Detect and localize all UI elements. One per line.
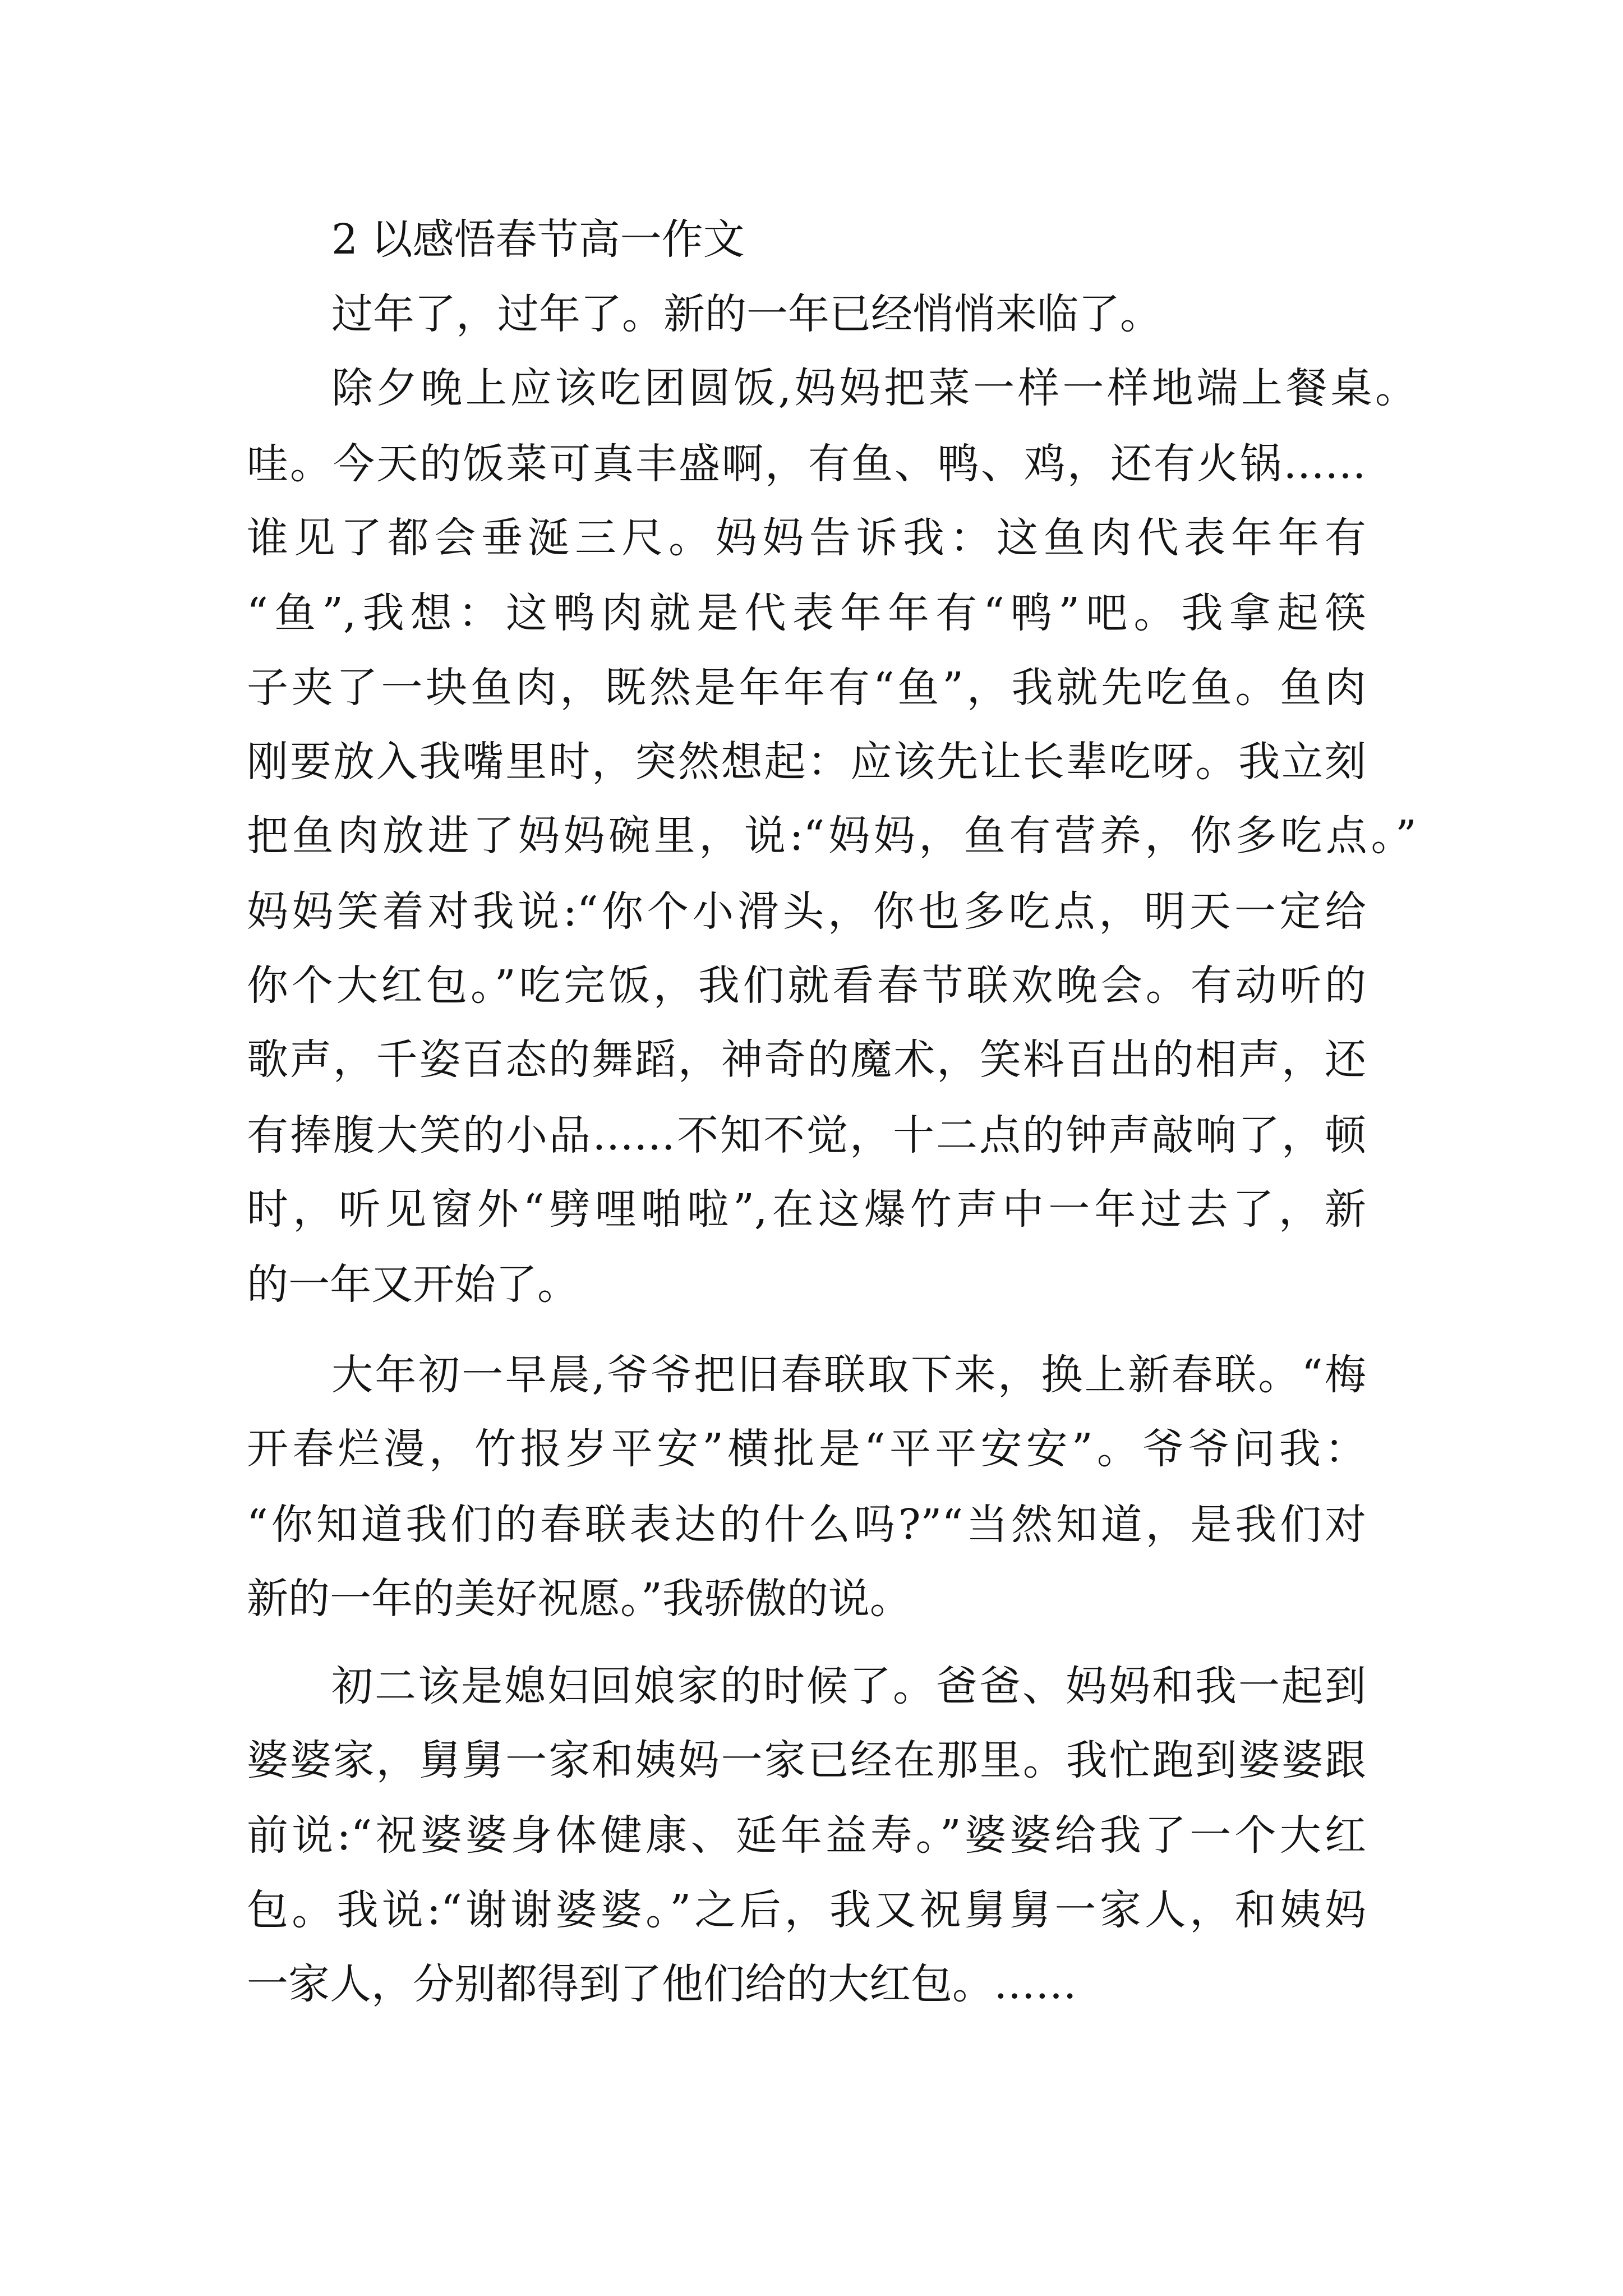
paragraph-line: 前说:“祝婆婆身体健康、延年益寿。”婆婆给我了一个大红 [247, 1811, 1366, 1860]
paragraph-line: 歌声，千姿百态的舞蹈，神奇的魔术，笑料百出的相声，还 [247, 1036, 1366, 1084]
document-title: 2 以感悟春节高一作文 [331, 215, 745, 264]
paragraph-line: 妈妈笑着对我说:“你个小滑头，你也多吃点，明天一定给 [247, 887, 1366, 936]
paragraph-line: 你个大红包。”吃完饭，我们就看春节联欢晚会。有动听的 [247, 961, 1366, 1010]
paragraph-line: “鱼”,我想：这鸭肉就是代表年年有“鸭”吧。我拿起筷 [247, 589, 1366, 637]
paragraph-line: 初二该是媳妇回娘家的时候了。爸爸、妈妈和我一起到 [331, 1662, 1366, 1710]
paragraph-line: “你知道我们的春联表达的什么吗?”“当然知道，是我们对 [247, 1501, 1366, 1549]
paragraph-line: 把鱼肉放进了妈妈碗里，说:“妈妈，鱼有营养，你多吃点。” [247, 812, 1417, 860]
paragraph-line: 刚要放入我嘴里时，突然想起：应该先让长辈吃呀。我立刻 [247, 738, 1366, 786]
paragraph-line: 包。我说:“谢谢婆婆。”之后，我又祝舅舅一家人，和姨妈 [247, 1886, 1366, 1934]
paragraph-line: 子夹了一块鱼肉，既然是年年有“鱼”，我就先吃鱼。鱼肉 [247, 664, 1366, 712]
paragraph-line: 过年了，过年了。新的一年已经悄悄来临了。 [331, 290, 1161, 338]
paragraph-line: 婆婆家，舅舅一家和姨妈一家已经在那里。我忙跑到婆婆跟 [247, 1736, 1366, 1784]
paragraph-line: 除夕晚上应该吃团圆饭,妈妈把菜一样一样地端上餐桌。 [331, 364, 1417, 412]
paragraph-line: 谁见了都会垂涎三尺。妈妈告诉我：这鱼肉代表年年有 [247, 514, 1366, 562]
paragraph-line: 一家人，分别都得到了他们给的大红包。…… [247, 1960, 1077, 2008]
paragraph-line: 的一年又开始了。 [247, 1260, 579, 1309]
paragraph-line: 大年初一早晨,爷爷把旧春联取下来，换上新春联。“梅 [331, 1351, 1366, 1399]
paragraph-line: 有捧腹大笑的小品……不知不觉，十二点的钟声敲响了，顿 [247, 1111, 1366, 1159]
paragraph-line: 新的一年的美好祝愿。”我骄傲的说。 [247, 1575, 911, 1623]
paragraph-line: 时，听见窗外“劈哩啪啦”,在这爆竹声中一年过去了，新 [247, 1185, 1366, 1234]
paragraph-line: 哇。今天的饭菜可真丰盛啊，有鱼、鸭、鸡，还有火锅…… [247, 440, 1366, 488]
paragraph-line: 开春烂漫，竹报岁平安”横批是“平平安安”。爷爷问我： [247, 1425, 1366, 1473]
